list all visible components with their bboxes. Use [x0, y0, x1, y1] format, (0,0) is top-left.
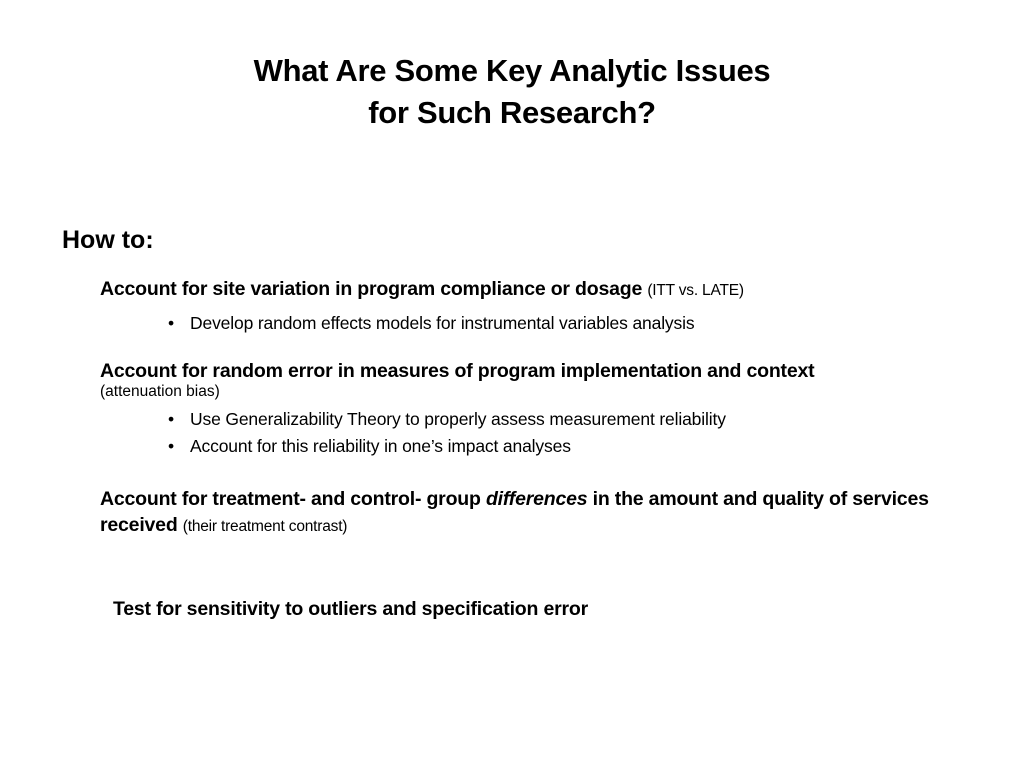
bullet-text: Account for this reliability in one’s impact analyses: [190, 436, 571, 456]
issue-sensitivity-testing: [113, 596, 983, 622]
bullet-icon: •: [168, 409, 174, 429]
issue-heading-text: Test for sensitivity to outliers and specification error: [113, 598, 588, 620]
how-to-heading: How to:: [62, 226, 154, 254]
issue-note: (attenuation bias): [100, 383, 220, 400]
issue-heading: [100, 358, 970, 384]
issue-heading-text: Account for random error in measures of program implementation and context: [100, 360, 815, 382]
bullet-text: Use Generalizability Theory to properly assess measurement reliability: [190, 409, 726, 429]
issue-note: (their treatment contrast): [182, 518, 348, 535]
bullet-icon: •: [168, 436, 174, 456]
issue-heading-emphasis: differences: [485, 488, 588, 510]
list-item: [166, 433, 970, 460]
issue-note: (ITT vs. LATE): [647, 282, 744, 299]
issue-treatment-contrast: [100, 486, 970, 540]
list-item: [166, 310, 970, 337]
issue-heading-text-part-1: Account for treatment- and control- group: [100, 488, 481, 510]
issue-random-error: [100, 358, 970, 460]
slide-title: [0, 50, 1024, 134]
slide-title-line-2: for Such Research?: [368, 95, 656, 130]
issue-heading: [100, 486, 970, 540]
list-item: [166, 406, 970, 433]
issue-site-variation: [100, 276, 970, 337]
bullet-text: Develop random effects models for instrumental variables analysis: [190, 313, 695, 333]
bullet-list: [100, 310, 970, 337]
bullet-icon: •: [168, 313, 174, 333]
issue-heading-text: Account for site variation in program compliance or dosage: [100, 278, 643, 300]
slide-title-line-1: What Are Some Key Analytic Issues: [253, 53, 771, 88]
issue-heading: [113, 596, 983, 622]
issue-heading-text-part-2: in the amount and quality of services received: [100, 488, 929, 536]
bullet-list: [100, 406, 970, 460]
issue-heading: [100, 276, 970, 304]
